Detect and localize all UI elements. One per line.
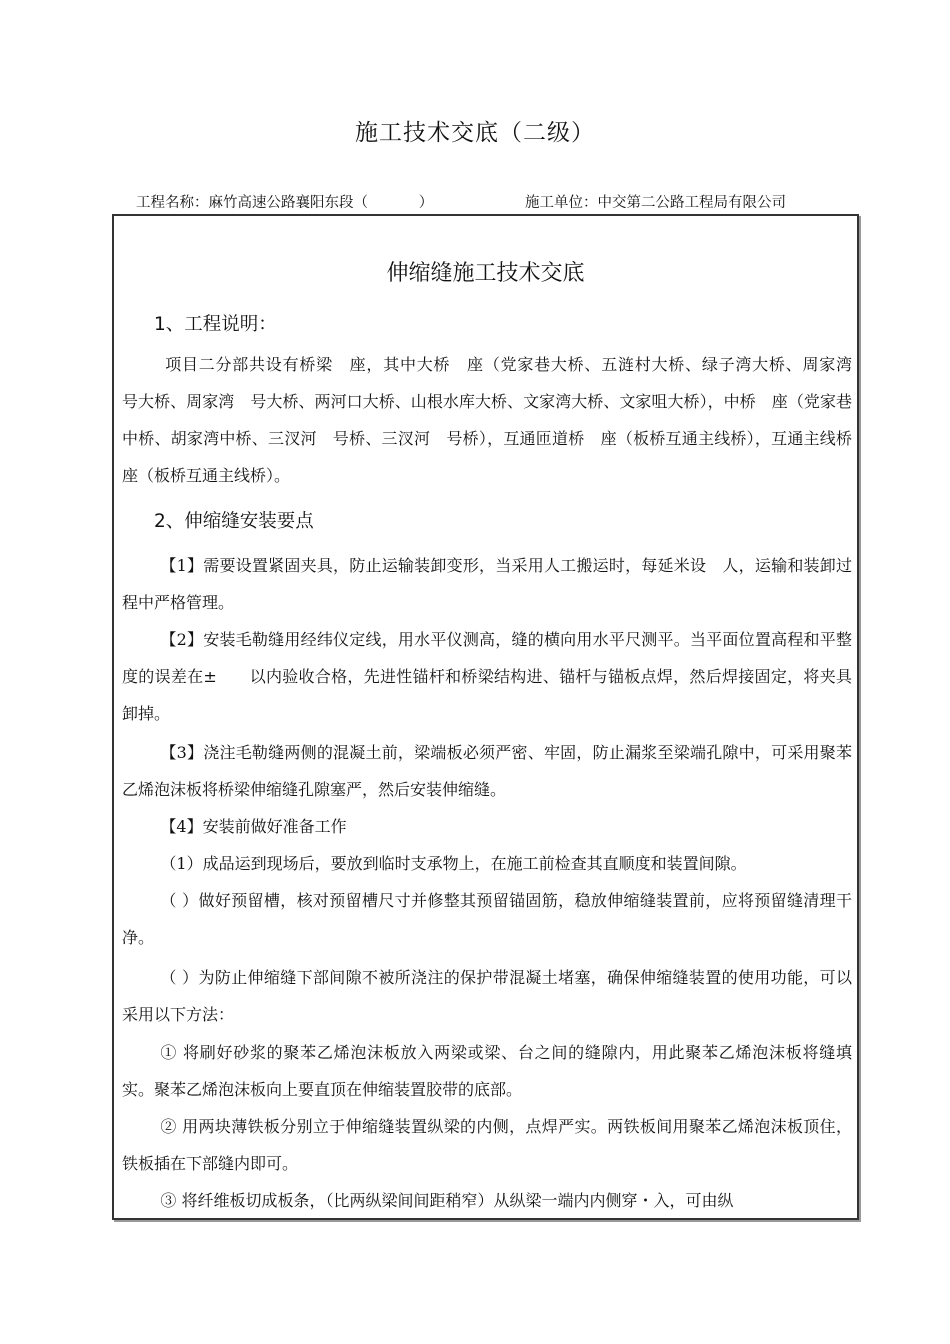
heading-project-description: 1、工程说明： — [154, 314, 277, 335]
sub-item-3: （ ）为防止伸缩缝下部间隙不被所浇注的保护带混凝土堵塞，确保伸缩缝装置的使用功能，可以采用以下方法： — [122, 968, 852, 1024]
item-1: 【1】需要设置紧固夹具，防止运输装卸变形，当采用人工搬运时，每延米设 人，运输和装卸过程中严格管理。 — [122, 556, 852, 612]
item-2: 【2】安装毛勒缝用经纬仪定线，用水平仪测高，缝的横向用水平尺测平。当平面位置高程和平整度的误差在± 以内验收合格，先进性锚杆和桥梁结构进、锚杆与锚板点焊，然后焊接固定，将夹具卸掉。 — [122, 630, 852, 723]
paragraph-project-description: 项目二分部共设有桥梁 座，其中大桥 座（党家巷大桥、五涟村大桥、绿子湾大桥、周家湾 号大桥、周家湾 号大桥、两河口大桥、山根水库大桥、文家湾大桥、文家咀大桥），中桥 座（党家巷中桥、胡家湾中桥、三汊河 号桥、三汊河 号桥），互通匝道桥 座（板桥互通主线桥），互通主线桥 座（板桥互通主线桥）。 — [122, 355, 869, 485]
sub-item-2: （ ）做好预留槽，核对预留槽尺寸并修整其预留锚固筋，稳放伸缩缝装置前，应将预留缝清理干净。 — [122, 891, 852, 947]
method-1: ① 将刷好砂浆的聚苯乙烯泡沫板放入两梁或梁、台之间的缝隙内，用此聚苯乙烯泡沫板将缝填实。聚苯乙烯泡沫板向上要直顶在伸缩装置胶带的底部。 — [122, 1043, 852, 1099]
item-4: 【4】安装前做好准备工作 — [160, 817, 347, 836]
item-3: 【3】浇注毛勒缝两侧的混凝土前，梁端板必须严密、牢固，防止漏浆至梁端孔隙中，可采用聚苯乙烯泡沫板将桥梁伸缩缝孔隙塞严，然后安装伸缩缝。 — [122, 743, 852, 799]
content-frame — [112, 214, 869, 1220]
construction-unit: 施工单位：中交第二公路工程局有限公司 — [525, 195, 786, 211]
sub-item-1: （1）成品运到现场后，要放到临时支承物上，在施工前检查其直顺度和装置间隙。 — [160, 854, 747, 873]
method-2: ② 用两块薄铁板分别立于伸缩缝装置纵梁的内侧，点焊严实。两铁板间用聚苯乙烯泡沫板顶住，铁板插在下部缝内即可。 — [122, 1117, 852, 1173]
section-main-title: 伸缩缝施工技术交底 — [386, 261, 585, 286]
project-name: 工程名称：麻竹高速公路襄阳东段（ ） — [136, 195, 434, 211]
method-3: ③ 将纤维板切成板条，（比两纵梁间间距稍窄）从纵梁一端内内侧穿・入，可由纵 — [160, 1191, 734, 1210]
heading-installation-points: 2、伸缩缝安装要点 — [154, 511, 314, 532]
document-title: 施工技术交底（二级） — [355, 120, 595, 146]
